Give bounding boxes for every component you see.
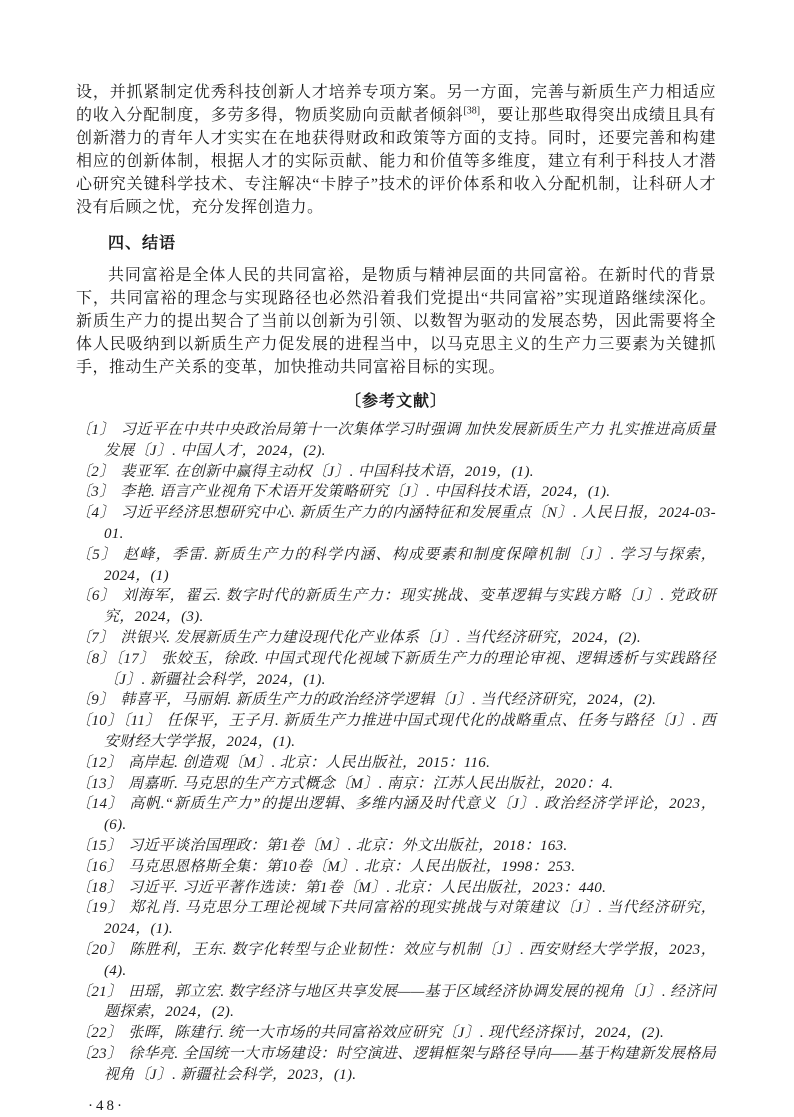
reference-text: 周嘉昕. 马克思的生产方式概念〔M〕. 南京：江苏人民出版社，2020：4.: [128, 775, 614, 792]
reference-item: [76, 420, 716, 462]
reference-number: 〔19〕: [76, 900, 124, 917]
reference-text: 张姣玉，徐政. 中国式现代化视域下新质生产力的理论审视、逻辑透析与实践路径〔J〕. 新疆社会科学，2024，(1).: [104, 650, 716, 688]
conclusion-paragraph: 共同富裕是全体人民的共同富裕，是物质与精神层面的共同富裕。在新时代的背景下，共同富裕的理念与实现路径也必然沿着我们党提出“共同富裕”实现道路继续深化。新质生产力的提出契合了当前以创新为引领、以数智为驱动的发展态势，因此需要将全体人民吸纳到以新质生产力促发展的进程当中，以马克思主义的生产力三要素为关键抓手，推动生产关系的变革，加快推动共同富裕目标的实现。: [76, 267, 716, 376]
reference-text: 马克思恩格斯全集：第10卷〔M〕. 北京：人民出版社，1998：253.: [128, 858, 576, 875]
reference-item: [76, 898, 716, 940]
reference-text: 张晖，陈建行. 统一大市场的共同富裕效应研究〔J〕. 现代经济探讨，2024，(2).: [128, 1025, 665, 1042]
reference-item: [76, 503, 716, 545]
reference-text: 习近平在中共中央政治局第十一次集体学习时强调 加快发展新质生产力 扎实推进高质量发展〔J〕. 中国人才，2024，(2).: [104, 422, 716, 459]
reference-text: 习近平. 习近平著作选读：第1卷〔M〕. 北京：人民出版社，2023：440.: [128, 879, 607, 896]
reference-item: [76, 1023, 716, 1044]
reference-number: 〔21〕: [76, 983, 123, 1000]
reference-text: 高岸起. 创造观〔M〕. 北京：人民出版社，2015：116.: [128, 754, 491, 771]
reference-number: 〔22〕: [76, 1025, 123, 1042]
reference-item: [76, 545, 716, 587]
reference-number: 〔18〕: [76, 879, 123, 896]
reference-item: [76, 794, 716, 836]
reference-item: [76, 482, 716, 503]
reference-number: 〔6〕: [76, 588, 116, 605]
reference-text: 裴亚军. 在创新中赢得主动权〔J〕. 中国科技术语，2019，(1).: [120, 463, 534, 480]
reference-number: 〔15〕: [76, 837, 123, 854]
reference-text: 高帆.“新质生产力”的提出逻辑、多维内涵及时代意义〔J〕. 政治经济学评论，2023，(6).: [104, 796, 717, 834]
reference-item: [76, 878, 716, 899]
paragraph-text-before-citation: 设，并抓紧制定优秀科技创新人才培养专项方案。另一方面，完善与新质生产力相适应的收入分配制度，多劳多得，物质奖励向贡献者倾斜: [76, 84, 716, 124]
reference-text: 徐华亮. 全国统一大市场建设：时空演进、逻辑框架与路径导向——基于构建新发展格局视角〔J〕. 新疆社会科学，2023，(1).: [104, 1045, 716, 1083]
reference-item: [76, 628, 716, 649]
reference-item: [76, 774, 716, 795]
reference-text: 李艳. 语言产业视角下术语开发策略研究〔J〕. 中国科技术语，2024，(1).: [120, 484, 611, 501]
section-heading-conclusion: 四、结语: [108, 235, 177, 252]
reference-number: 〔4〕: [76, 505, 115, 522]
citation-superscript: [38]: [463, 105, 481, 117]
reference-number: 〔12〕: [76, 754, 123, 771]
reference-number: 〔9〕: [76, 692, 115, 709]
reference-item: [76, 649, 716, 691]
reference-text: 韩喜平，马丽娟. 新质生产力的政治经济学逻辑〔J〕. 当代经济研究，2024，(2).: [120, 692, 657, 709]
paragraph-text-after-citation: ，要让那些取得突出成绩且具有创新潜力的青年人才实实在在地获得财政和政策等方面的支持。同时，还要完善和构建相应的创新体制，根据人才的实际贡献、能力和价值等多维度，建立有利于科技人才潜心研究关键科学技术、专注解决“卡脖子”技术的评价体系和收入分配机制，让科研人才没有后顾之忧，充分发挥创造力。: [76, 107, 716, 216]
reference-text: 任保平，王子月. 新质生产力推进中国式现代化的战略重点、任务与路径〔J〕. 西安财经大学学报，2024，(1).: [104, 713, 716, 750]
reference-number: 〔10〕〔11〕: [76, 713, 161, 730]
reference-item: [76, 1044, 716, 1086]
reference-item: [76, 753, 716, 774]
reference-number: 〔13〕: [76, 775, 123, 792]
reference-item: [76, 690, 716, 711]
references-list: [76, 420, 716, 1086]
reference-number: 〔3〕: [76, 484, 115, 501]
reference-number: 〔16〕: [76, 858, 123, 875]
reference-number: 〔23〕: [76, 1045, 123, 1062]
reference-text: 习近平谈治国理政：第1卷〔M〕. 北京：外文出版社，2018：163.: [128, 837, 568, 854]
reference-item: [76, 836, 716, 857]
reference-item: [76, 857, 716, 878]
reference-number: 〔20〕: [76, 941, 124, 958]
reference-item: [76, 711, 716, 753]
reference-text: 刘海军，翟云. 数字时代的新质生产力：现实挑战、变革逻辑与实践方略〔J〕. 党政研究，2024，(3).: [104, 588, 716, 626]
reference-number: 〔14〕: [76, 796, 124, 813]
reference-text: 田瑶，郭立宏. 数字经济与地区共享发展——基于区域经济协调发展的视角〔J〕. 经济问题探索，2024，(2).: [104, 983, 717, 1021]
page-number: ·48·: [88, 1097, 125, 1114]
reference-item: [76, 586, 716, 628]
reference-text: 洪银兴. 发展新质生产力建设现代化产业体系〔J〕. 当代经济研究，2024，(2).: [120, 629, 641, 646]
references-heading: 〔参考文献〕: [344, 393, 447, 410]
reference-text: 陈胜利，王东. 数字化转型与企业韧性：效应与机制〔J〕. 西安财经大学学报，2023，(4).: [104, 941, 717, 979]
reference-item: [76, 940, 716, 982]
reference-item: [76, 462, 716, 483]
reference-number: 〔2〕: [76, 463, 115, 480]
reference-number: 〔5〕: [76, 546, 118, 563]
reference-number: 〔7〕: [76, 629, 115, 646]
reference-number: 〔8〕〔17〕: [76, 650, 156, 667]
reference-number: 〔1〕: [76, 422, 115, 438]
reference-text: 赵峰，季雷. 新质生产力的科学内涵、构成要素和制度保障机制〔J〕. 学习与探索，2024，(1): [104, 546, 716, 584]
reference-item: [76, 982, 716, 1024]
continued-paragraph: [76, 81, 716, 219]
reference-text: 习近平经济思想研究中心. 新质生产力的内涵特征和发展重点〔N〕. 人民日报，2024-03-01.: [104, 505, 716, 542]
reference-text: 郑礼肖. 马克思分工理论视域下共同富裕的现实挑战与对策建议〔J〕. 当代经济研究，2024，(1).: [104, 900, 716, 938]
